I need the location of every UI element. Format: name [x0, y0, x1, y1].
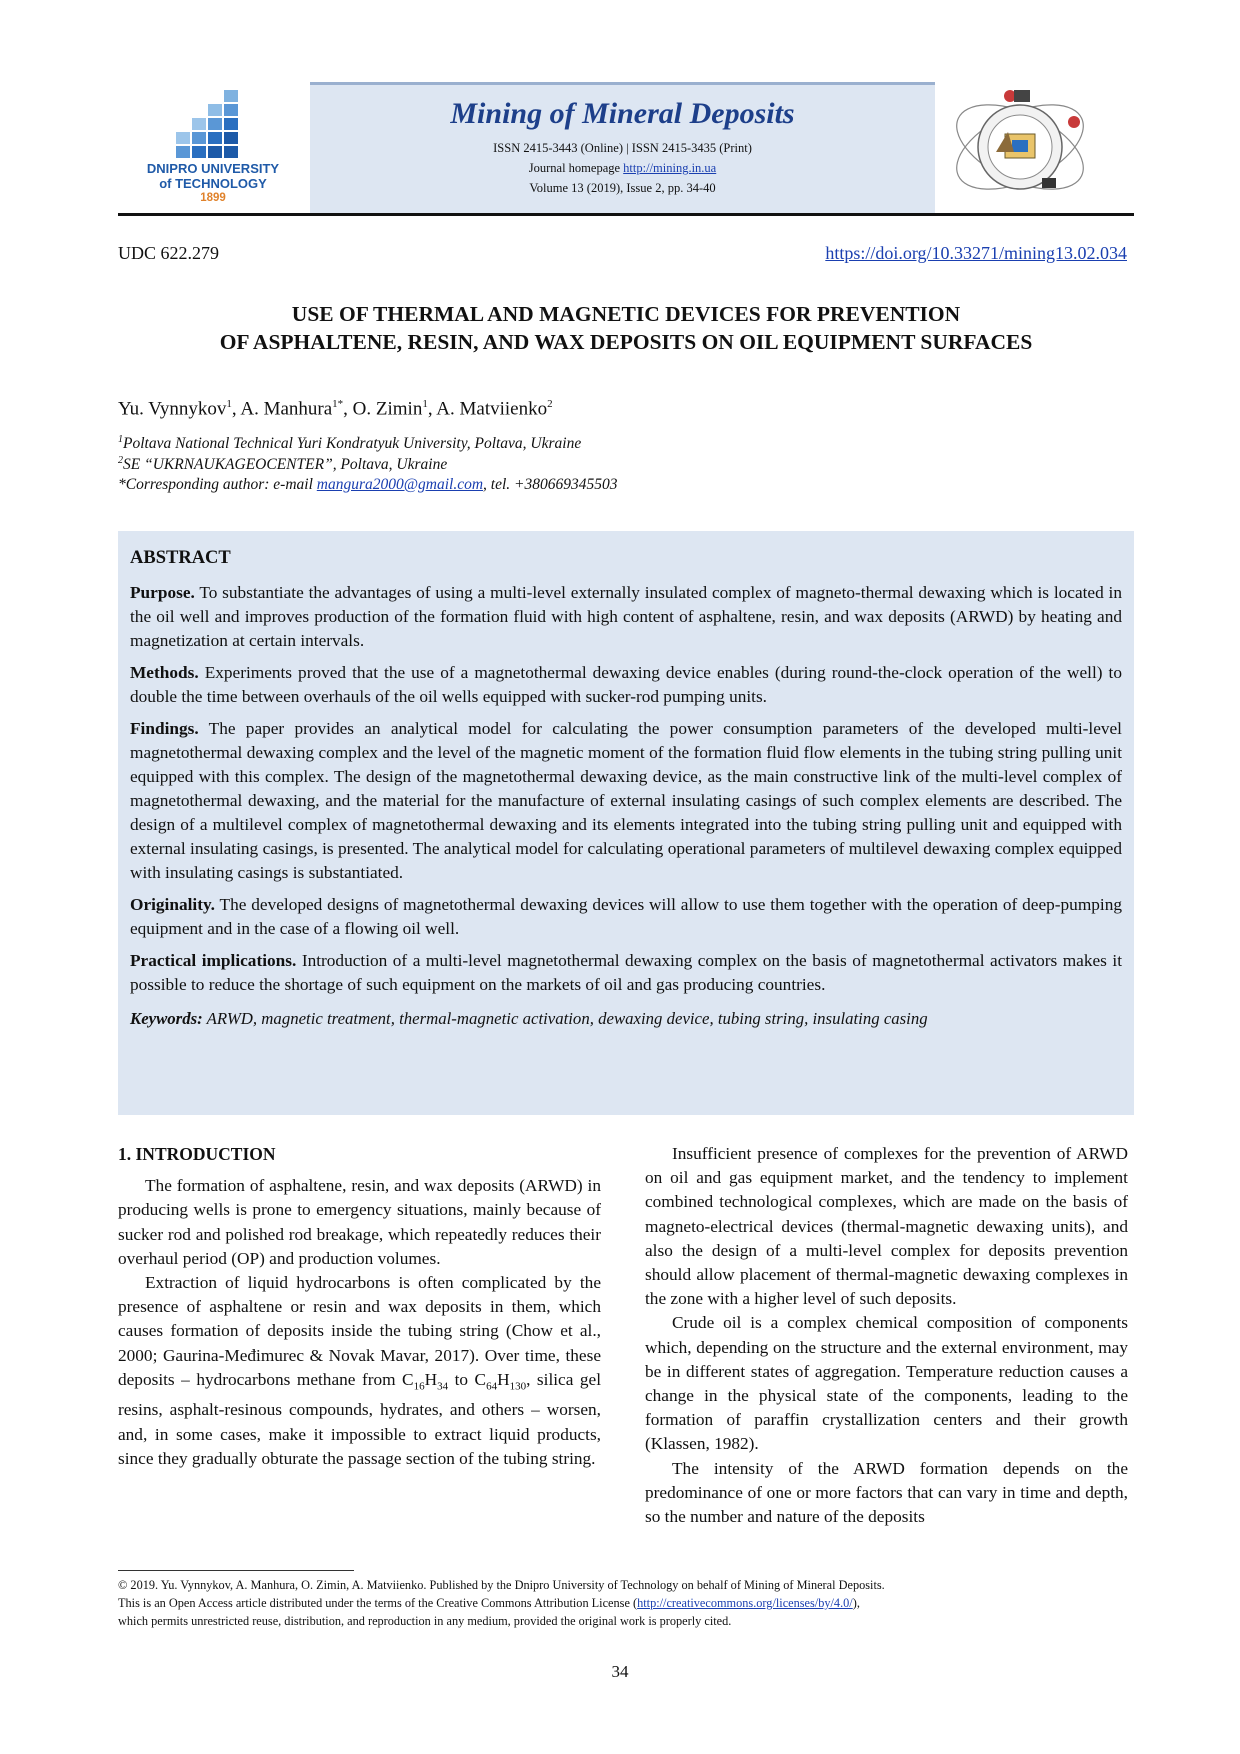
article-title-line2: OF ASPHALTENE, RESIN, AND WAX DEPOSITS ON OIL EQUIPMENT SURFACES	[219, 330, 1033, 354]
university-name-line1: DNIPRO UNIVERSITY	[146, 161, 280, 176]
author-name: A. Manhura	[240, 398, 333, 420]
subscript: 34	[437, 1380, 449, 1393]
corresponding-phone: , tel. +380669345503	[483, 476, 618, 493]
originality-text: The developed designs of magnetothermal dewaxing devices will allow to use them together with the operation of deep-pumping equipment and in the case of a flowing oil well.	[130, 895, 1122, 938]
journal-title: Mining of Mineral Deposits	[450, 97, 795, 130]
findings-label: Findings.	[130, 719, 199, 738]
paragraph-text: , silica gel resins, asphalt-resinous compounds, hydrates, and others – worsen, and, in some cases, make it impossible to extract liquid products, since they gradually obturate the passage section of the tubing string.	[118, 1369, 602, 1468]
findings-text: The paper provides an analytical model for calculating the power consumption parameters of the developed multi-level magnetothermal dewaxing complex and the level of the magnetic moment of the formation fluid flow elements in the tubing string pulling unit equipped with this complex. The design of the magnetothermal dewaxing device, as the main constructive link of the multi-level complex of magnetothermal dewaxing, and the material for the manufacture of external insulating casings of such complex elements are described. The design of a multilevel complex of magnetothermal dewaxing and its elements integrated into the tubing string pulling unit and equipped with external insulating casings, is presented. The analytical model for calculating operational parameters of multilevel dewaxing complex equipped with insulating casings is substantiated.	[130, 719, 1122, 882]
journal-homepage-link[interactable]: http://mining.in.ua	[623, 161, 717, 175]
license-text: This is an Open Access article distributed under the terms of the Creative Commons Attribution License (	[118, 1596, 638, 1610]
keywords-label: Keywords:	[130, 1009, 203, 1028]
originality-label: Originality.	[130, 895, 215, 914]
methods-text: Experiments proved that the use of a magnetothermal dewaxing device enables (during round-the-clock operation of the well) to double the time between overhauls of the oil wells equipped with sucker-rod pumping units.	[130, 663, 1122, 706]
author-list: Yu. Vynnykov$^1$, A. Manhura$^{1*}$, O. Zimin$^1$, A. Matviienko$^2$	[118, 398, 553, 420]
formula-h: H	[424, 1369, 438, 1389]
journal-homepage	[310, 161, 935, 176]
header-divider	[118, 213, 1134, 216]
author-name: A. Matviienko	[436, 398, 548, 420]
body-paragraph	[118, 1271, 601, 1471]
university-name-line2: of TECHNOLOGY	[159, 176, 267, 191]
license-text-end: ),	[852, 1596, 860, 1610]
abstract-originality	[130, 893, 1122, 941]
abstract-box	[118, 531, 1134, 1115]
journal-emblem	[948, 82, 1093, 212]
abstract-practical	[130, 949, 1122, 997]
abstract-findings	[130, 717, 1122, 885]
doi-link[interactable]: https://doi.org/10.33271/mining13.02.034	[825, 243, 1127, 263]
author-affiliation-mark: 1*	[332, 398, 344, 410]
udc-code: UDC 622.279	[118, 243, 220, 263]
page-number: 34	[611, 1662, 629, 1681]
paragraph-text: Extraction of liquid hydrocarbons is often complicated by the presence of asphaltene or resin and wax deposits in them, which causes formation of deposits inside the tubing string (Chow et al., 2000; Gaurina-Međimurec & Novak Mavar, 2017). Over time, these deposits – hydrocarbons methane from C	[118, 1273, 601, 1389]
affiliation-1	[118, 434, 581, 453]
author-affiliation-mark: 2	[547, 398, 553, 410]
body-paragraph: Crude oil is a complex chemical composition of components which, depending on the structure and the external environment, may be in different states of aggregation. Temperature reduction causes a change in the physical state of the components, leading to the formation of paraffin crystallization centers and their growth (Klassen, 1982).	[645, 1313, 1128, 1454]
body-column-right	[645, 1142, 1128, 1529]
license-terms-line: which permits unrestricted reuse, distribution, and reproduction in any medium, provided the original work is properly cited.	[118, 1614, 732, 1628]
footnote-divider	[118, 1570, 354, 1571]
body-column-left	[118, 1142, 601, 1471]
university-year: 1899	[200, 192, 226, 204]
formula-h: H	[497, 1369, 510, 1389]
university-name	[118, 161, 308, 206]
license-line	[118, 1596, 860, 1611]
affiliation-text: SE “UKRNAUKAGEOCENTER”, Poltava, Ukraine	[123, 456, 448, 474]
subscript: 64	[486, 1380, 498, 1393]
subscript: 130	[509, 1380, 527, 1393]
methods-label: Methods.	[130, 663, 199, 682]
abstract-heading: ABSTRACT	[130, 548, 231, 568]
abstract-keywords	[130, 1007, 1122, 1031]
author-affiliation-mark: 1	[422, 398, 428, 410]
journal-homepage-label: Journal homepage	[528, 161, 624, 175]
keywords-text: ARWD, magnetic treatment, thermal-magnetic activation, dewaxing device, tubing string, insulating casing	[206, 1009, 928, 1028]
affiliation-text: Poltava National Technical Yuri Kondratyuk University, Poltava, Ukraine	[123, 435, 582, 453]
journal-volume: Volume 13 (2019), Issue 2, pp. 34-40	[529, 181, 716, 195]
journal-issn: ISSN 2415-3443 (Online) | ISSN 2415-3435 (Print)	[493, 141, 752, 155]
affiliation-2	[118, 455, 447, 474]
subscript: 16	[413, 1380, 425, 1393]
purpose-text: To substantiate the advantages of using a multi-level externally insulated complex of magneto-thermal dewaxing which is located in the oil well and improves production of the formation fluid with high content of asphaltene, resin, and wax deposits (ARWD) by heating and magnetization at certain intervals.	[130, 583, 1122, 650]
author-affiliation-mark: 1	[226, 398, 232, 410]
journal-header-box	[310, 82, 935, 213]
copyright-line: © 2019. Yu. Vynnykov, A. Manhura, O. Zimin, A. Matviienko. Published by the Dnipro University of Technology on behalf of Mining of Mineral Deposits.	[118, 1578, 885, 1592]
section-heading: 1. INTRODUCTION	[118, 1144, 276, 1164]
affiliation-mark: 1	[118, 434, 123, 445]
affiliation-mark: 2	[118, 455, 123, 466]
author-name: O. Zimin	[352, 398, 423, 420]
body-paragraph: The intensity of the ARWD formation depends on the predominance of one or more factors that can vary in time and depth, so the number and nature of the deposits	[645, 1458, 1128, 1527]
corresponding-author	[118, 476, 617, 494]
abstract-methods	[130, 661, 1122, 709]
body-paragraph: The formation of asphaltene, resin, and wax deposits (ARWD) in producing wells is prone to emergency situations, mainly because of sucker rod and polished rod breakage, which repeatedly reduces their overhaul period (OP) and production volumes.	[118, 1176, 601, 1268]
abstract-purpose	[130, 581, 1122, 653]
license-link[interactable]: http://creativecommons.org/licenses/by/4.0/	[637, 1596, 853, 1610]
article-title-line1: USE OF THERMAL AND MAGNETIC DEVICES FOR PREVENTION	[291, 302, 961, 326]
author-name: Yu. Vynnykov	[118, 398, 227, 420]
purpose-label: Purpose.	[130, 583, 195, 602]
corresponding-label: *Corresponding author: e-mail	[118, 476, 317, 493]
corresponding-email-link[interactable]: mangura2000@gmail.com	[316, 476, 484, 493]
practical-label: Practical implications.	[130, 951, 297, 970]
body-paragraph: Insufficient presence of complexes for the prevention of ARWD on oil and gas equipment market, and the tendency to implement combined technological complexes, which are made on the basis of magneto-electrical devices (thermal-magnetic dewaxing units), and also the design of a multi-level complex for deposits prevention should allow placement of thermal-magnetic dewaxing complexes in the zone with a higher level of such deposits.	[645, 1144, 1128, 1309]
formula-to: to C	[448, 1369, 487, 1389]
article-title	[118, 300, 1134, 356]
practical-text: Introduction of a multi-level magnetothermal dewaxing complex on the basis of magnetothermal activators makes it possible to reduce the shortage of such equipment on the markets of oil and gas producing countries.	[130, 951, 1123, 994]
